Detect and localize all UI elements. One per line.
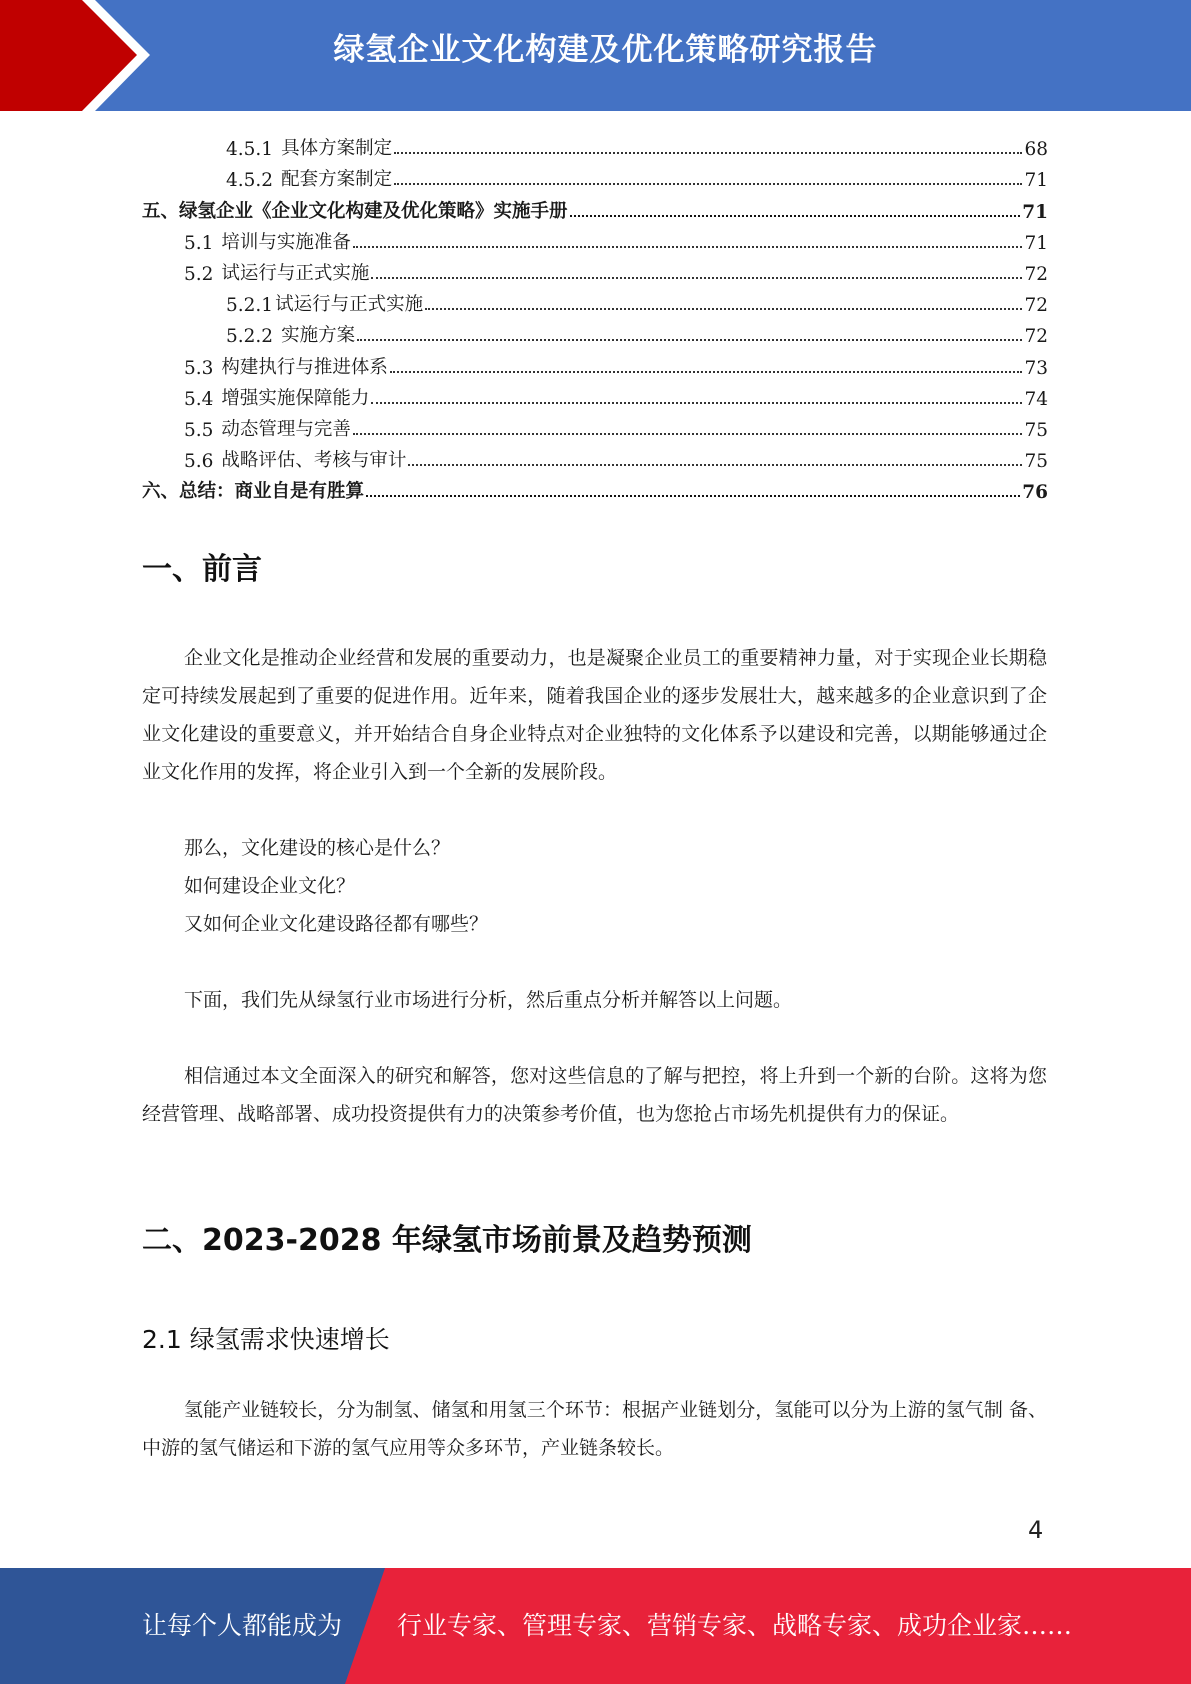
toc-leader-dots bbox=[366, 494, 1020, 497]
toc-leader-dots bbox=[425, 307, 1022, 310]
toc-entry[interactable] bbox=[142, 316, 1048, 347]
toc-entry[interactable] bbox=[142, 441, 1048, 472]
toc-leader-dots bbox=[371, 276, 1022, 279]
preface-question-1: 那么，文化建设的核心是什么？ bbox=[184, 837, 451, 859]
toc-entry-label: 具体方案制定 bbox=[281, 138, 393, 160]
toc-entry-page: 75 bbox=[1024, 419, 1048, 441]
toc-entry[interactable] bbox=[142, 191, 1048, 222]
toc-entry-label: 配套方案制定 bbox=[281, 169, 393, 191]
toc-entry-label: 战略评估、考核与审计 bbox=[221, 450, 407, 472]
toc-entry-number: 5.5 bbox=[184, 419, 214, 441]
preface-question-3: 又如何企业文化建设路径都有哪些？ bbox=[184, 913, 489, 935]
preface-paragraph-1: 企业文化是推动企业经营和发展的重要动力，也是凝聚企业员工的重要精神力量，对于实现企业长期稳定可持续发展起到了重要的促进作用。近年来，随着我国企业的逐步发展壮大，越来越多的企业意识到了企业文化建设的重要意义，并开始结合自身企业特点对企业独特的文化体系予以建设和完善，以期能够通过企业文化作用的发挥，将企业引入到一个全新的发展阶段。 bbox=[142, 647, 1047, 783]
toc-leader-dots bbox=[371, 401, 1022, 404]
section-heading-preface: 一、前言 bbox=[142, 552, 262, 587]
toc-entry-number: 5.3 bbox=[184, 357, 214, 379]
toc-entry-page: 73 bbox=[1024, 357, 1048, 379]
toc-entry-number: 5.2 bbox=[184, 263, 214, 285]
toc-entry-page: 76 bbox=[1022, 482, 1048, 504]
toc-entry-label: 培训与实施准备 bbox=[221, 231, 351, 253]
footer-slogan-right: 行业专家、管理专家、营销专家、战略专家、成功企业家…… bbox=[397, 1611, 1073, 1640]
page-header bbox=[0, 0, 1191, 111]
toc-entry-page: 72 bbox=[1024, 263, 1048, 285]
toc-entry-page: 72 bbox=[1024, 295, 1048, 317]
toc-entry[interactable] bbox=[142, 379, 1048, 410]
market-paragraph-1: 氢能产业链较长，分为制氢、储氢和用氢三个环节：根据产业链划分，氢能可以分为上游的氢气制 备、中游的氢气储运和下游的氢气应用等众多环节，产业链条较长。 bbox=[142, 1399, 1047, 1459]
toc-entry-page: 71 bbox=[1024, 170, 1048, 192]
toc-entry[interactable] bbox=[142, 347, 1048, 378]
toc-leader-dots bbox=[394, 182, 1022, 185]
toc-entry-number: 5.2.1 bbox=[226, 295, 274, 317]
toc-entry-number: 4.5.2 bbox=[226, 170, 274, 192]
report-title: 绿氢企业文化构建及优化策略研究报告 bbox=[333, 32, 878, 68]
toc-entry-number: 5.1 bbox=[184, 232, 214, 254]
toc-entry-label: 试运行与正式实施 bbox=[221, 262, 370, 284]
page-number: 4 bbox=[1028, 1516, 1044, 1544]
toc-entry-label: 动态管理与完善 bbox=[221, 418, 351, 440]
toc-entry-label: 增强实施保障能力 bbox=[221, 387, 370, 409]
toc-entry[interactable] bbox=[142, 160, 1048, 191]
toc-entry-number: 5.6 bbox=[184, 451, 214, 473]
footer-slogan-left: 让每个人都能成为 bbox=[142, 1611, 343, 1640]
toc-entry-label: 六、总结：商业自是有胜算 bbox=[142, 481, 365, 503]
preface-question-2: 如何建设企业文化？ bbox=[184, 875, 356, 897]
toc-leader-dots bbox=[390, 370, 1023, 373]
toc-entry-label: 五、绿氢企业《企业文化构建及优化策略》实施手册 bbox=[142, 200, 568, 222]
toc-leader-dots bbox=[394, 151, 1022, 154]
toc-entry[interactable] bbox=[142, 472, 1048, 503]
toc-leader-dots bbox=[570, 214, 1021, 217]
table-of-contents bbox=[142, 129, 1048, 503]
subsection-heading-demand-growth: 2.1 绿氢需求快速增长 bbox=[142, 1325, 390, 1354]
toc-leader-dots bbox=[353, 432, 1023, 435]
toc-entry-number: 5.2.2 bbox=[226, 326, 274, 348]
toc-entry-page: 72 bbox=[1024, 326, 1048, 348]
toc-entry[interactable] bbox=[142, 254, 1048, 285]
preface-paragraph-3: 相信通过本文全面深入的研究和解答，您对这些信息的了解与把控，将上升到一个新的台阶。这将为您经营管理、战略部署、成功投资提供有力的决策参考价值，也为您抢占市场先机提供有力的保证。 bbox=[142, 1065, 1047, 1125]
toc-entry-page: 74 bbox=[1024, 388, 1048, 410]
toc-leader-dots bbox=[353, 245, 1023, 248]
section-heading-market-outlook: 二、2023-2028 年绿氢市场前景及趋势预测 bbox=[142, 1223, 752, 1258]
toc-entry-number: 5.4 bbox=[184, 388, 214, 410]
toc-entry-page: 68 bbox=[1024, 139, 1048, 161]
toc-entry-page: 75 bbox=[1024, 451, 1048, 473]
toc-leader-dots bbox=[357, 338, 1022, 341]
toc-entry-label: 构建执行与推进体系 bbox=[221, 356, 388, 378]
toc-entry-label: 试运行与正式实施 bbox=[275, 294, 424, 316]
toc-entry-number: 4.5.1 bbox=[226, 139, 274, 161]
page-footer bbox=[0, 1568, 1191, 1684]
toc-entry[interactable] bbox=[142, 285, 1048, 316]
toc-entry[interactable] bbox=[142, 129, 1048, 160]
toc-entry-page: 71 bbox=[1024, 232, 1048, 254]
toc-leader-dots bbox=[408, 463, 1022, 466]
toc-entry-page: 71 bbox=[1022, 201, 1048, 223]
toc-entry[interactable] bbox=[142, 410, 1048, 441]
preface-paragraph-2: 下面，我们先从绿氢行业市场进行分析，然后重点分析并解答以上问题。 bbox=[184, 989, 793, 1011]
toc-entry-label: 实施方案 bbox=[281, 325, 356, 347]
toc-entry[interactable] bbox=[142, 223, 1048, 254]
